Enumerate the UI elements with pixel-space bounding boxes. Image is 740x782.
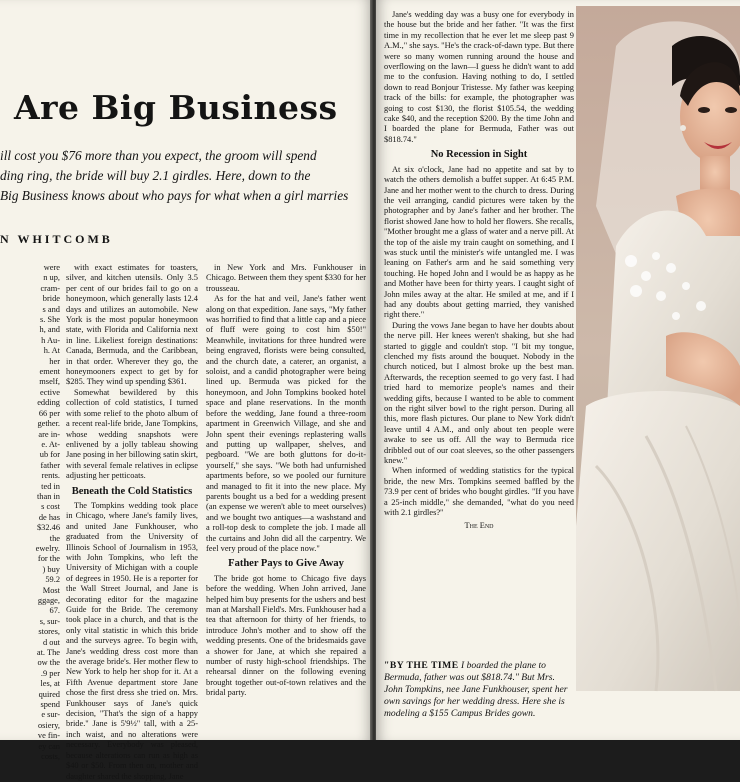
column-fragment-line: ow the [37,658,60,668]
column-fragment-line: cram- [40,283,60,293]
column-fragment-line: h, and [39,325,60,335]
article-headline: Are Big Business [14,88,338,127]
column-fragment-line: bride [42,294,60,304]
photo-caption [384,660,574,720]
column-fragment-line: stores, [38,627,60,637]
column-fragment-line: costs, [41,752,60,762]
column-fragment-line: ggage, [37,596,60,605]
column-fragment-line: edding [37,398,60,408]
column-fragment-line: 66 per [38,408,60,418]
column-fragment-line: d out [43,637,60,647]
column-fragment-line: s cost [41,502,60,512]
deck-line: Big Business knows about who pays for what when a girl marries [0,188,349,203]
article-deck [0,146,360,206]
column-fragment-line: rents. [41,471,60,481]
left-column-2 [66,263,198,781]
paragraph: As for the hat and veil, Jane's father went along on that expedition. Jane says, "My father was horrified to find that a little cap and a piece of fluff were going to cost him $50!" Meanwhile, invitations for three hundred were being engraved, florists were being consulted, and the church date, a caterer, an organist, a soloist, and a candid photographer were being lined up. Bermuda was picked for the honeymoon, and John Tompkins booked hotel space and plane reservations. In the month before the wedding, Jane found a three-room apartment in Greenwich Village, and she and John spent their evenings replastering walls and putting up wallpaper, shelves, and pegboard. "We are both gluttons for do-it-yourself," she says. "We both had unfurnished apartments before, so we pooled our furniture and managed to fit it into the new place. My parents bought us a bed for a wedding present (an expense we weren't able to meet ourselves) and we bought two antiques—a washstand and a roll-top desk to complete the job. I made all the curtains and John did all the carpentry. We feel very proud of the place now." [206,294,366,553]
left-column-fragments [0,263,60,763]
bride-photo [576,6,740,691]
column-fragment-line: were [43,263,60,272]
column-fragment-line: .9 per [40,668,60,678]
deck-line: ding ring, the bride will buy 2.1 girdles. Here, down to the [0,168,311,183]
column-fragment-line: than in [36,491,60,501]
column-fragment-line: ective [40,387,60,397]
column-fragment-line: de has [38,512,60,522]
column-fragment-line: ement [39,367,60,377]
column-fragment-line: for the [37,554,60,564]
deck-line: ill cost you $76 more than you expect, the groom will spend [0,148,317,163]
paragraph: with exact estimates for toasters, silver, and kitchen utensils. Only 3.5 per cent of our brides fail to go on a honeymoon, which generally lasts 12.4 days and utilizes an automobile. New York is the most popular honeymoon state, with Florida and California next in line. Likeliest foreign destinations: Canada, Bermuda, and the Caribbean, in that order. Wherever they go, the honeymooners expect to get by for $285. They wind up spending $361. [66,263,198,387]
caption-lead: "BY THE TIME [384,660,459,671]
column-fragment-line: her [49,356,60,366]
paragraph: When informed of wedding statistics for the typical bride, the new Mrs. Tompkins seemed baffled by the 73.9 per cent of brides who bought girdles. "If you have a 25-inch middle," she demanded, "what do you need with 2.1 girdles?" [384,466,574,518]
column-fragment-line: s and [42,304,60,314]
column-fragment-line: spend [40,700,60,710]
column-fragment-line: ewelry. [35,543,60,553]
column-fragment-line: h Au- [41,335,60,345]
column-fragment-line: e sur- [41,710,60,720]
column-fragment-line: mself, [39,377,60,387]
author-byline: N WHITCOMB [0,232,113,246]
column-fragment-line: ve fin- [37,731,60,741]
paragraph: Somewhat bewildered by this collection of cold statistics, I turned with some relief to the photo album of a recent real-life bride, Jane Tompkins, whose wedding snapshots were enlivened by a jolly tableau showing Jane posing in her billowing satin skirt, with several female relatives in eclipse adjusting her petticoats. [66,387,198,481]
column-fragment-line: $32.46 [36,523,60,533]
section-heading: No Recession in Sight [430,149,528,161]
column-fragment-line: father [40,460,60,470]
column-fragment-line: ted in [41,481,60,491]
column-fragment-line: quired [38,689,60,699]
column-fragment-line: les, at [40,679,60,689]
caption-text: I boarded the plane to Bermuda, father was out $818.74." But Mrs. John Tompkins, nee Jane Funkhouser, spent her own savings for her wedding dress. Here she is modeling a $155 Campus Brides gown. [384,660,568,719]
end-mark: The End [464,520,494,530]
section-heading: Beneath the Cold Statistics [71,485,193,497]
column-fragment-line: 59.2 [45,575,60,585]
paragraph: At six o'clock, Jane had no appetite and sat by to watch the others demolish a buffet supper. At 6:45 P.M. Jane and her mother went to the church to dress. During the veil arranging, candid pictures were taken by the photographer and by Jane's father and her brother. The florist showed Jane how to hold her flowers. She recalls, "Mother brought me a glass of water and a nerve pill. At the top of the aisle my train caught on something, and I was stuck until the minister's wife untangled me. I was leaning on Father's arm and he said something very touching. He hoped John and I would be as happy as he and Mother have been for thirty years. I caught sight of John miles away at the altar. He smiled at me, and if I had any doubts about getting married, they vanished right there." [384,164,574,320]
column-fragment-line: e. At- [41,439,60,449]
column-fragment-line: s. She [39,315,60,325]
paragraph: Jane's wedding day was a busy one for everybody in the house but the bride and her father. "It was the first time in my recollection that he ever let me sleep past 9 A.M.," she says. "He's the crack-of-dawn type. But there were so many women running around the house and overflowing on the lawn—I guess he didn't want to add me to the confusion. Having nothing to do, I settled down to read Bonjour Tristesse. My father was keeping track of the bills: for example, the photographer was going to cost $130, the florist $105.54, the wedding cake $40, and the reception $200. By the time John and I boarded the plane for Bermuda, Father was out $818.74." [384,10,574,144]
column-fragment-line: the [49,533,60,543]
left-column-3 [206,263,366,733]
column-fragment-line: ) buy [42,564,60,574]
paragraph: The Tompkins wedding took place in Chicago, where Jane's family lives, and united Jane Funkhouser, who graduated from the University of Illinois School of Journalism in 1953, with John Tompkins, who left the University of Michigan with a couple of degrees in 1950. He is a reporter for the Wall Street Journal, and Jane is decorating editor for the magazine Guide for the Bride. The ceremony took place in a church, and that is the only vital statistic in which this bride and the surveys agree. To begin with, Jane's wedding dress cost more than the average bride's. Her mother flew to New York to help her shop for it. At a Fifth Avenue department store Jane chose the first dress she tried on. Mrs. Funkhouser says of Jane's quick decision, "That's the sign of a happy bride." Jane is 5'9½" tall, with a 25-inch waist, and no alterations were necessary. Everybody was pleased, because alterations can run as high as $40 or $50. From then on, mother and daughter shared the shopping, Jane [66,500,198,781]
column-fragment-line: h. At [43,346,60,356]
column-fragment-line: are in- [38,429,60,439]
paragraph: The bride got home to Chicago five days before the wedding. When John arrived, Jane helped him buy presents for the ushers and best man at Marshall Field's. Mrs. Funkhouser had a tea that afternoon for thirty of her friends, to introduce John's mother and to show off the wedding presents. One of the bridesmaids gave a shower for Jane, at which she repaired a number of rusty high-school friendships. The rehearsal dinner on the following evening brought together out-of-town relatives and the bridal party. [206,573,366,698]
column-fragment-line: gether. [37,419,60,429]
right-page [376,0,740,740]
column-fragment-line: osiery, [37,720,60,730]
column-fragment-line: ey can [38,741,60,751]
bride-illustration [576,6,740,691]
column-fragment-line: at. The [36,648,60,658]
section-heading: Father Pays to Give Away [228,558,344,570]
column-fragment-line: n up, [43,273,60,283]
right-column [384,10,574,726]
column-fragment-line: Most [42,585,60,595]
column-fragment-line: ub for [39,450,60,460]
column-fragment-line: s, sur- [39,616,60,626]
paragraph: During the vows Jane began to have her doubts about the nerve pill. Her knees weren't shaking, but she had started to giggle and couldn't stop. "I bit my tongue, clenched my fists around the bouquet. Nobody in the church noticed, but I almost broke up the best man. Afterwards, the reception seemed to go very fast. I had tried hard to memorize people's names and their wedding gifts, because I wanted to be able to comment on the right silver bowl to the right person. During all this, more flash pictures. Our plane to New York didn't leave until 4 A.M., and only about ten people were awake to see us off. All the way to Bermuda rice dribbled out of our coat sleeves, so the other passengers knew." [384,320,574,466]
column-fragment-line: 67. [49,606,60,616]
paragraph: in New York and Mrs. Funkhouser in Chicago. Between them they spent $330 for her trousseau. [206,263,367,293]
